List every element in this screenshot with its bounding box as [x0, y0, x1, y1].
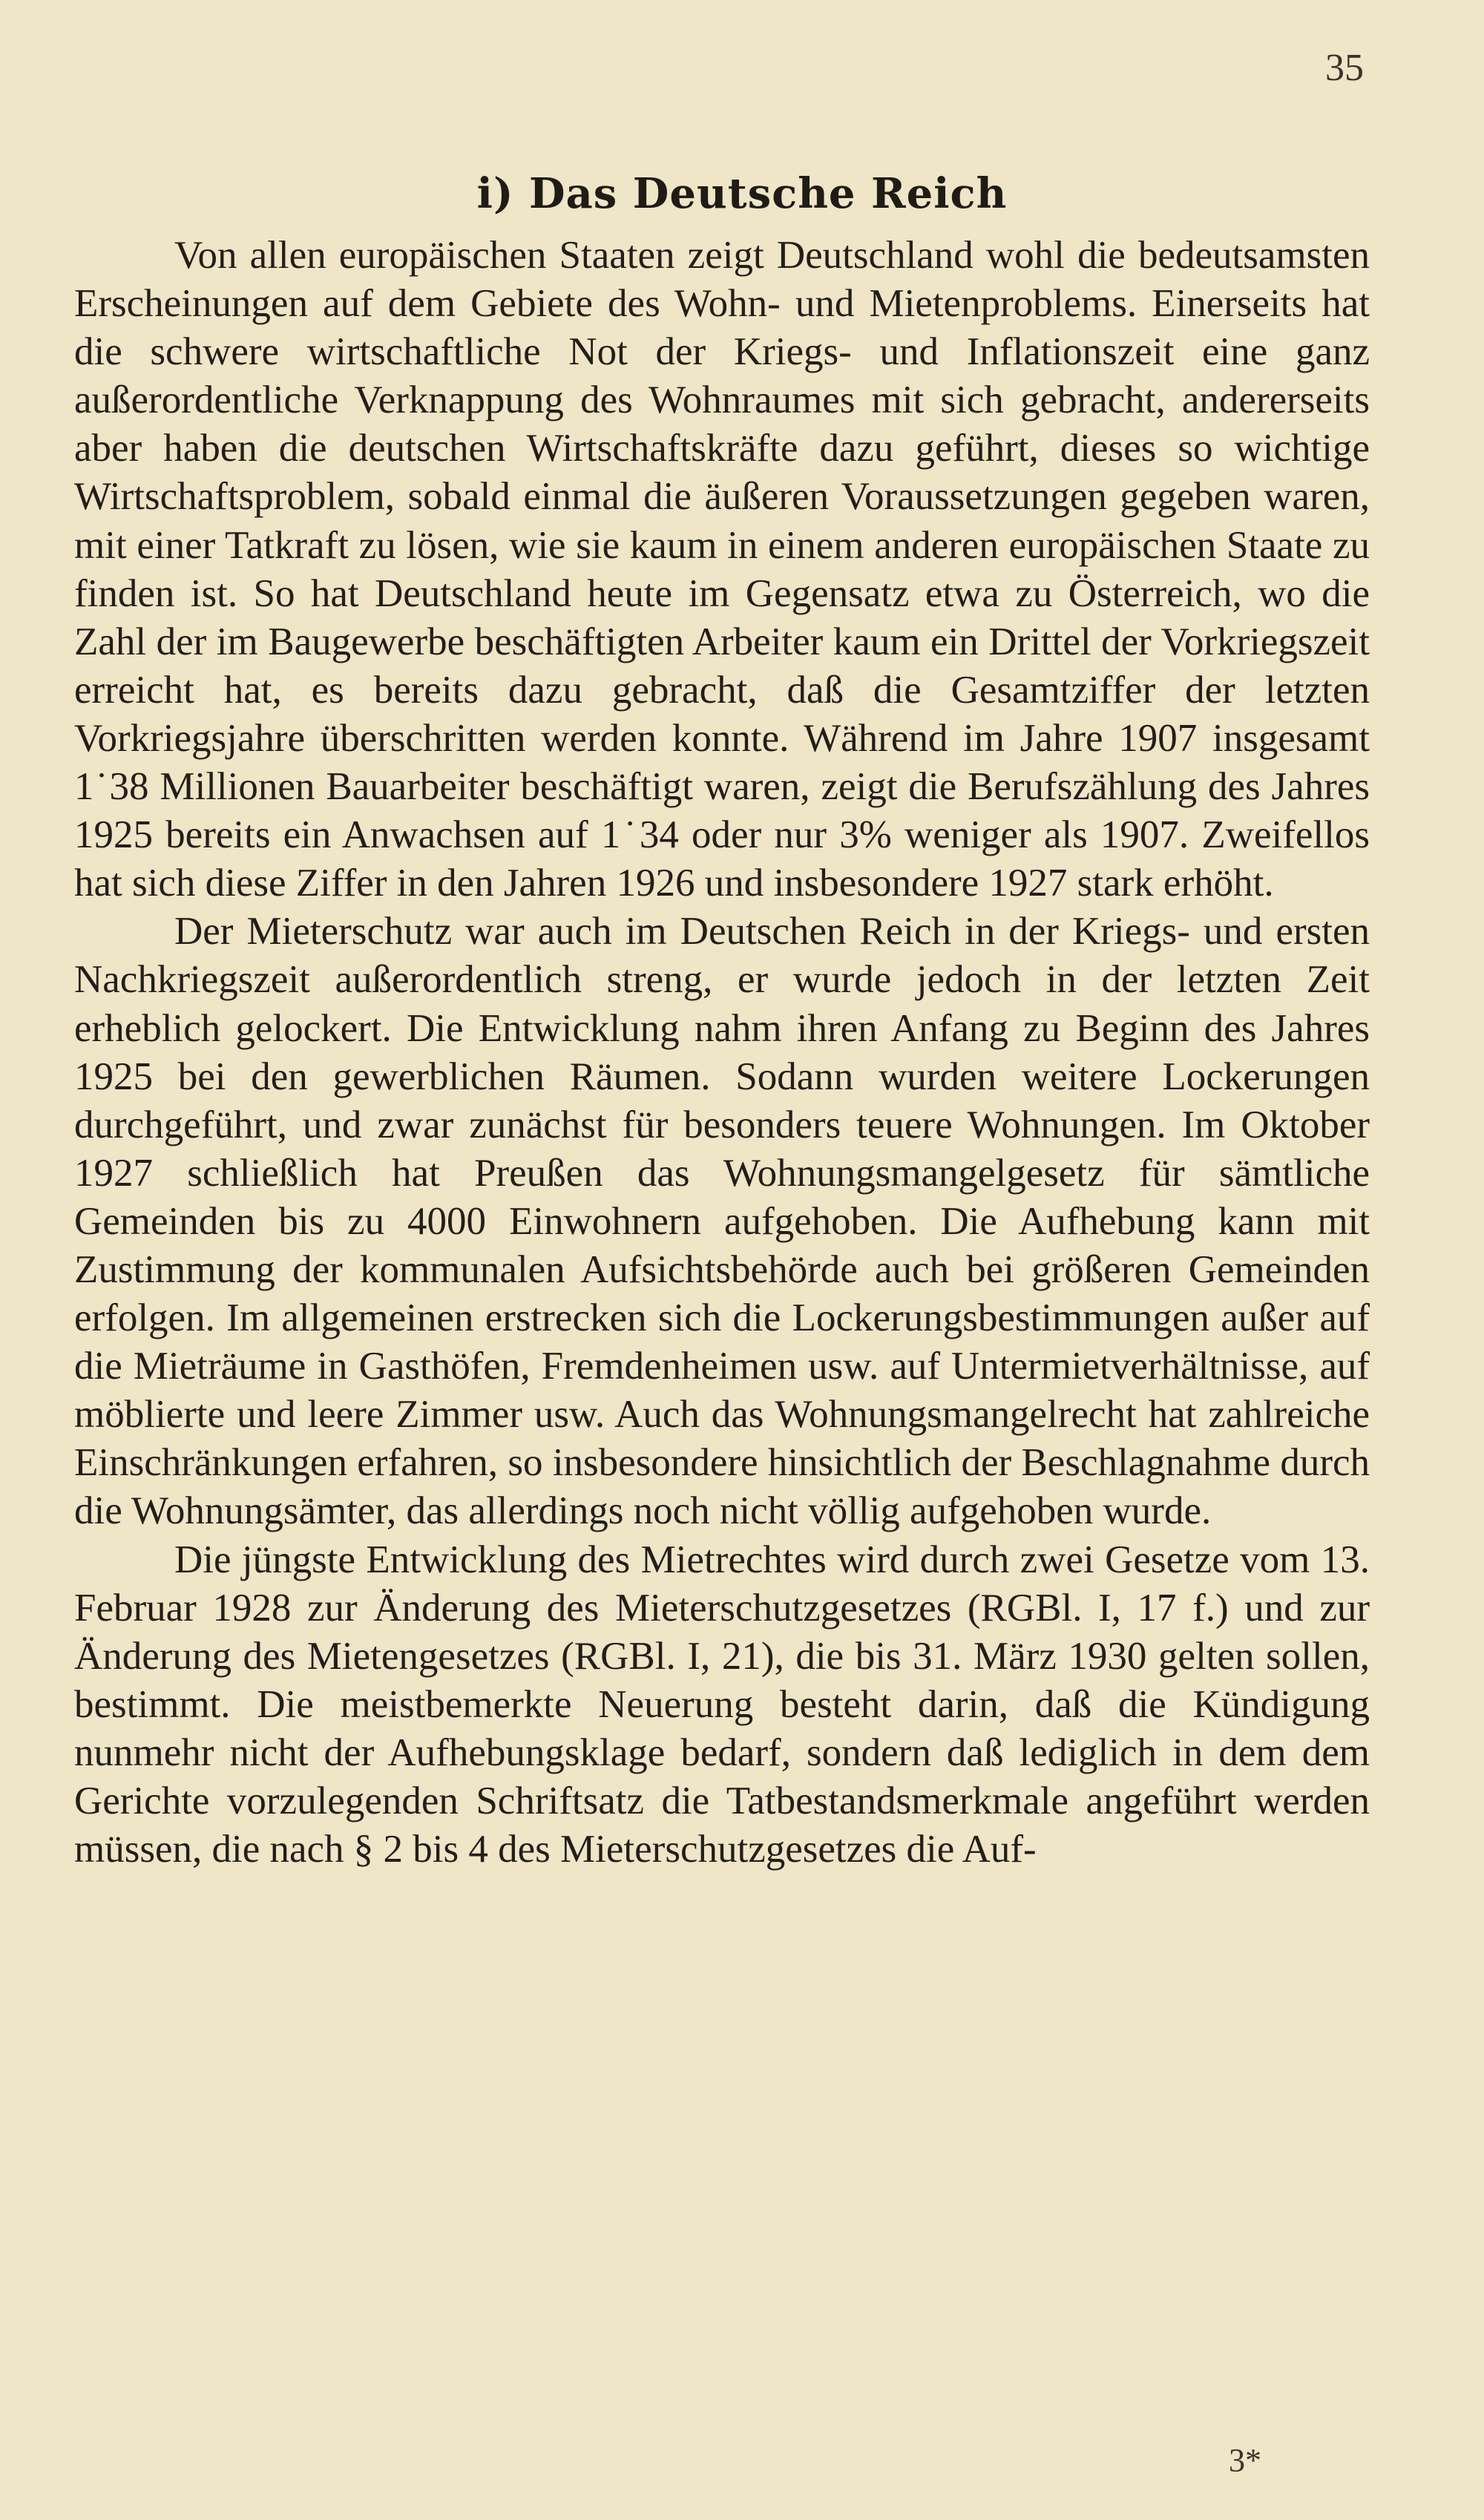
signature-mark: 3*	[1229, 2442, 1261, 2478]
paragraph: Die jüngste Entwicklung des Mietrechtes wird durch zwei Gesetze vom 13. Februar 1928 zur Änderung des Mieterschutzgesetzes (RGBl. I, 17 f.) und zur Änderung des Mietengesetzes (RGBl. I, 21), die bis 31. März 1930 gelten sollen, bestimmt. Die meistbemerkte Neuerung besteht darin, daß die Kündigung nunmehr nicht der Aufhebungsklage bedarf, sondern daß lediglich in dem dem Gerichte vorzulegenden Schriftsatz die Tatbestandsmerkmale angeführt werden müssen, die nach § 2 bis 4 des Mieterschutzgesetzes die Auf-	[74, 1538, 1370, 1871]
page-number: 35	[1325, 47, 1364, 89]
paragraph: Von allen europäischen Staaten zeigt Deutschland wohl die bedeutsamsten Erscheinungen auf dem Gebiete des Wohn- und Mietenproblems. Einerseits hat die schwere wirtschaftliche Not der Kriegs- und Inflationszeit eine ganz außerordentliche Verknappung des Wohnraumes mit sich gebracht, andererseits aber haben die deutschen Wirtschaftskräfte dazu geführt, dieses so wichtige Wirtschaftsproblem, sobald einmal die äußeren Voraussetzungen gegeben waren, mit einer Tatkraft zu lösen, wie sie kaum in einem anderen europäischen Staate zu finden ist. So hat Deutschland heute im Gegensatz etwa zu Österreich, wo die Zahl der im Baugewerbe beschäftigten Arbeiter kaum ein Drittel der Vorkriegszeit erreicht hat, es bereits dazu gebracht, daß die Gesamtziffer der letzten Vorkriegsjahre überschritten werden konnte. Während im Jahre 1907 insgesamt 1˙38 Millionen Bauarbeiter beschäftigt waren, zeigt die Berufszählung des Jahres 1925 bereits ein Anwachsen auf 1˙34 oder nur 3% weniger als 1907. Zweifellos hat sich diese Ziffer in den Jahren 1926 und insbesondere 1927 stark erhöht.	[74, 234, 1370, 905]
body-text	[74, 232, 1370, 1874]
section-heading: i) Das Deutsche Reich	[476, 168, 1008, 218]
paragraph: Der Mieterschutz war auch im Deutschen Reich in der Kriegs- und ersten Nachkriegszeit außerordentlich streng, er wurde jedoch in der letzten Zeit erheblich gelockert. Die Entwicklung nahm ihren Anfang zu Beginn des Jahres 1925 bei den gewerblichen Räumen. Sodann wurden weitere Lockerungen durchgeführt, und zwar zunächst für besonders teuere Wohnungen. Im Oktober 1927 schließlich hat Preußen das Wohnungsmangelgesetz für sämtliche Gemeinden bis zu 4000 Einwohnern aufgehoben. Die Aufhebung kann mit Zustimmung der kommunalen Aufsichtsbehörde auch bei größeren Gemeinden erfolgen. Im allgemeinen erstrecken sich die Lockerungsbestimmungen außer auf die Mieträume in Gasthöfen, Fremdenheimen usw. auf Untermietverhältnisse, auf möblierte und leere Zimmer usw. Auch das Wohnungsmangelrecht hat zahlreiche Einschränkungen erfahren, so insbesondere hinsichtlich der Beschlagnahme durch die Wohnungsämter, das allerdings noch nicht völlig aufgehoben wurde.	[74, 910, 1370, 1533]
